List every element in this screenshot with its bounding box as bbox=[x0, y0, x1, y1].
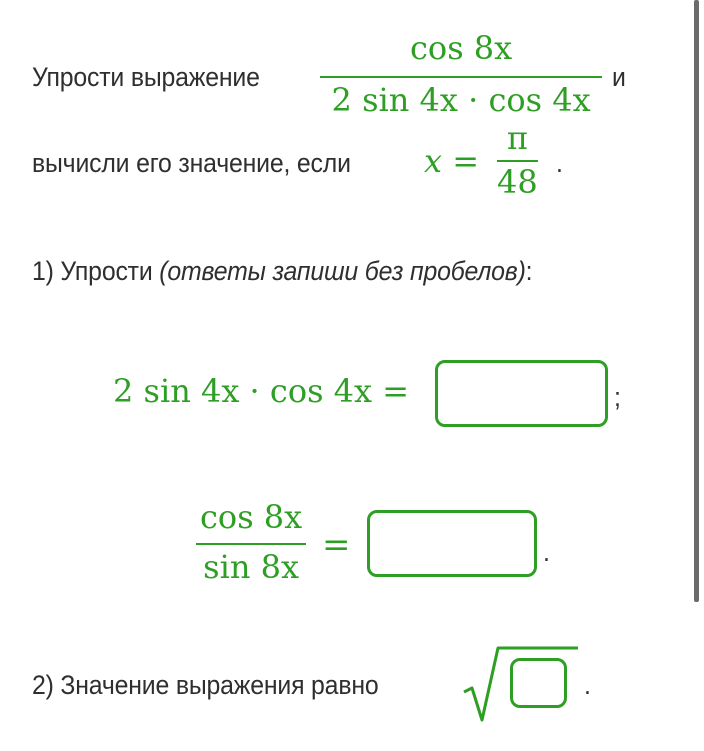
answer-input-3[interactable] bbox=[510, 658, 567, 708]
period-text: . bbox=[556, 148, 563, 178]
step1-label-text: 1) Упрости bbox=[32, 256, 153, 286]
x-value-fraction bbox=[497, 120, 538, 202]
scrollbar[interactable] bbox=[694, 0, 699, 602]
equation2-equals: = bbox=[322, 525, 351, 565]
step1-label bbox=[32, 256, 532, 287]
step1-colon: : bbox=[525, 256, 533, 286]
equation1-lhs: 2 sin 4x · cos 4x = bbox=[113, 372, 410, 410]
step1-hint: (ответы запиши без пробелов) bbox=[159, 256, 526, 286]
compute-text: вычисли его значение, если bbox=[32, 148, 351, 178]
x-equals: x = bbox=[424, 142, 480, 180]
equation2-fraction bbox=[196, 497, 306, 589]
x-value-denominator: 48 bbox=[497, 163, 538, 201]
and-text: и bbox=[612, 62, 626, 92]
intro-text: Упрости выражение bbox=[32, 62, 260, 92]
equation2-numerator: cos 8x bbox=[200, 498, 303, 536]
answer-input-2[interactable] bbox=[367, 510, 537, 577]
step2-label: 2) Значение выражения равно bbox=[32, 670, 379, 700]
x-value-numerator: π bbox=[506, 119, 528, 157]
equation2-denominator: sin 8x bbox=[203, 548, 300, 586]
main-fraction-numerator: cos 8x bbox=[410, 29, 513, 67]
equation2-period: . bbox=[543, 537, 550, 567]
main-fraction-denominator: 2 sin 4x · cos 4x bbox=[331, 81, 591, 119]
equation1-semicolon: ; bbox=[614, 382, 621, 412]
answer-input-1[interactable] bbox=[435, 360, 608, 427]
main-fraction bbox=[320, 28, 602, 122]
step2-period: . bbox=[584, 670, 591, 700]
